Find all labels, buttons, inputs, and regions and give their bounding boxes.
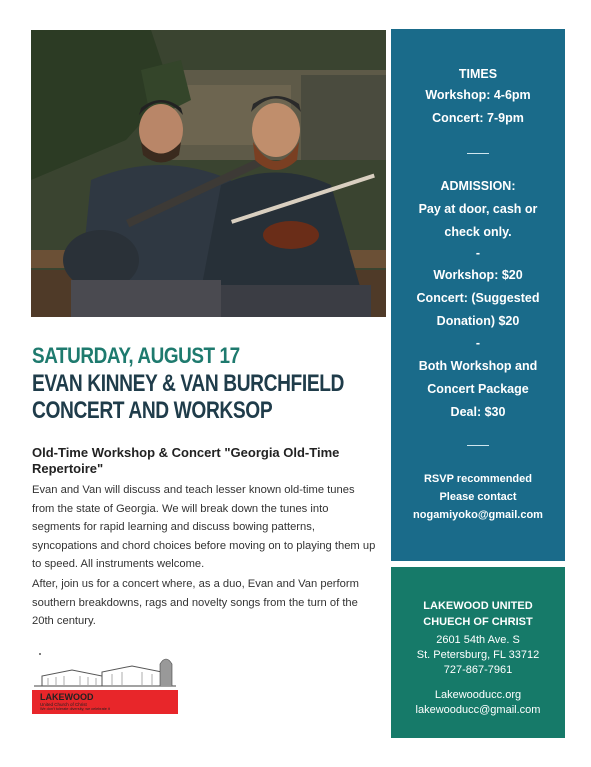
admission-terms-line-2: check only. xyxy=(444,225,512,239)
divider xyxy=(467,153,489,154)
headline-performers: EVAN KINNEY & VAN BURCHFIELD xyxy=(32,370,345,397)
package-line-3: Deal: $30 xyxy=(450,405,506,419)
separator-dash: - xyxy=(475,246,481,260)
church-contact-panel xyxy=(391,567,565,738)
church-email[interactable]: lakewooducc@gmail.com xyxy=(415,704,541,716)
event-subtitle: Old-Time Workshop & Concert "Georgia Old-Time Repertoire" xyxy=(32,445,340,476)
separator-dash: - xyxy=(475,336,481,350)
church-street: 2601 54th Ave. S xyxy=(436,634,520,646)
divider xyxy=(467,445,489,446)
logo-tagline: We don't tolerate diversity, we celebrate it xyxy=(40,707,110,711)
rsvp-line-1: RSVP recommended xyxy=(423,473,532,485)
church-phone: 727-867-7961 xyxy=(443,664,513,676)
rsvp-line-2: Please contact xyxy=(439,491,517,503)
logo-subtitle: United Church of Christ xyxy=(40,702,87,707)
admission-terms-line-1: Pay at door, cash or xyxy=(418,202,538,216)
church-name-line-1: LAKEWOOD UNITED xyxy=(423,600,533,612)
church-website[interactable]: Lakewooducc.org xyxy=(434,689,522,701)
event-info-panel xyxy=(391,29,565,561)
rsvp-email[interactable]: nogamiyoko@gmail.com xyxy=(413,509,543,521)
musicians-photo xyxy=(31,30,386,317)
concert-description: After, join us for a concert where, as a duo, Evan and Van perform southern breakdowns, rags and novelty songs from the turn of the 20th century. xyxy=(32,578,359,628)
church-city: St. Petersburg, FL 33712 xyxy=(416,649,540,661)
church-name-line-2: CHUECH OF CHRIST xyxy=(423,616,533,628)
concert-price-line-2: Donation) $20 xyxy=(436,314,520,328)
headline-event-type: CONCERT AND WORKSOP xyxy=(32,397,273,424)
concert-time: Concert: 7-9pm xyxy=(432,111,524,125)
lakewood-logo xyxy=(32,650,178,716)
workshop-price: Workshop: $20 xyxy=(433,268,523,282)
logo-name: LAKEWOOD xyxy=(40,692,94,702)
workshop-description: Evan and Van will discuss and teach lesser known old-time tunes from the state of Georgia. We will break down the tunes into segments for rapid learning and discuss bowing patterns, syncopations and chord choices before moving on to playing them up to speed. All instruments welcome. xyxy=(32,484,376,571)
package-line-1: Both Workshop and xyxy=(418,359,538,373)
admission-heading: ADMISSION: xyxy=(440,179,516,193)
workshop-time: Workshop: 4-6pm xyxy=(425,88,531,102)
logo-red-bar xyxy=(32,690,178,714)
package-line-2: Concert Package xyxy=(427,382,529,396)
church-building-icon xyxy=(32,650,178,690)
concert-price-line-1: Concert: (Suggested xyxy=(416,291,540,305)
times-heading: TIMES xyxy=(458,67,498,81)
event-date: SATURDAY, AUGUST 17 xyxy=(32,343,240,368)
